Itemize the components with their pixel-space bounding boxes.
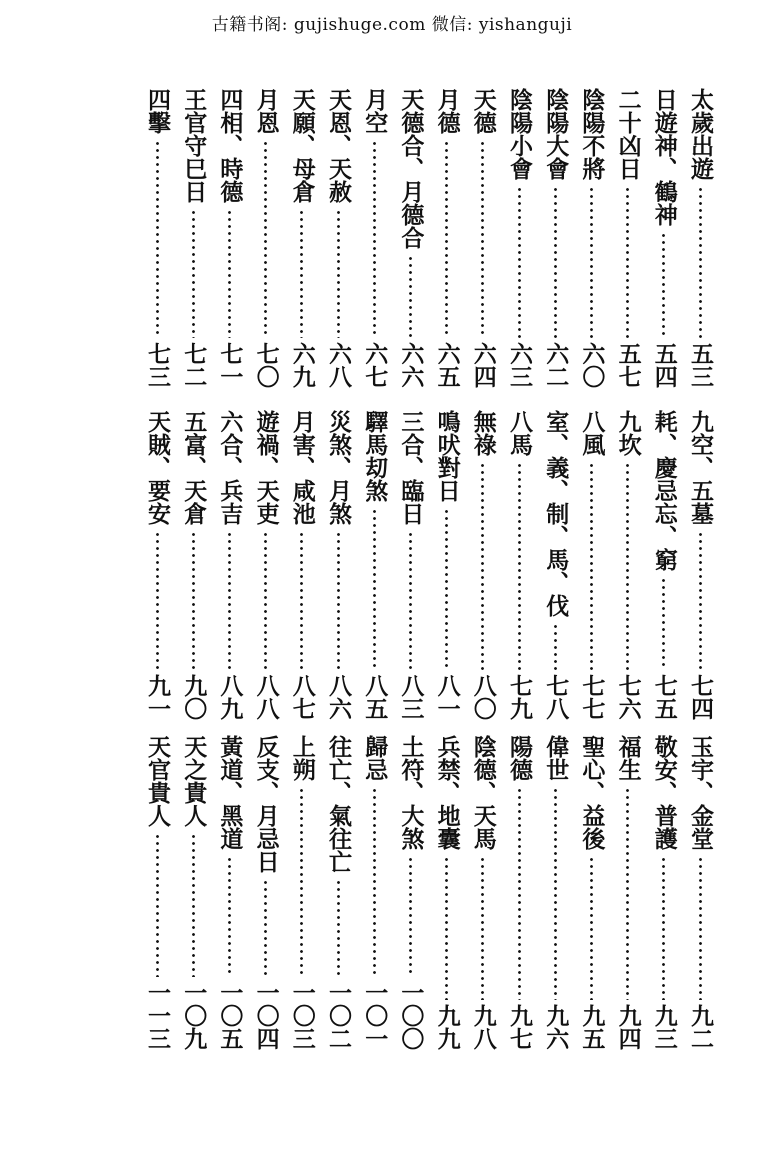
toc-entry-page: 八三 — [397, 674, 425, 720]
toc-entry — [684, 735, 716, 1050]
toc-entry-page: 一〇五 — [216, 981, 244, 1050]
toc-entry-page: 七一 — [216, 342, 244, 388]
dot-leader — [373, 508, 376, 670]
toc-entry — [503, 88, 535, 388]
toc-entry-page: 八八 — [252, 674, 280, 720]
toc-entry-page: 七七 — [578, 674, 606, 720]
toc-entry — [575, 735, 607, 1050]
toc-entry-title: 三合、臨日 — [397, 410, 425, 525]
dot-leader — [264, 531, 267, 670]
page-header: 古籍书阁: gujishuge.com 微信: yishanguji — [211, 15, 573, 35]
toc-entry-title: 四擊 — [144, 88, 171, 134]
toc-entry-page: 七三 — [144, 342, 171, 388]
toc-entry — [467, 88, 499, 388]
dot-leader — [337, 209, 340, 338]
toc-entry — [322, 88, 354, 388]
toc-entry-page: 八六 — [325, 674, 352, 720]
toc-entry-page: 一〇〇 — [397, 981, 425, 1050]
toc-entry-page: 六〇 — [578, 342, 606, 388]
toc-entry — [648, 735, 680, 1050]
toc-entry — [503, 735, 535, 1050]
toc-entry-title: 太歲出遊 — [687, 88, 714, 180]
dot-leader — [228, 209, 231, 338]
toc-entry — [612, 735, 644, 1050]
toc-entry — [431, 410, 463, 720]
toc-entry-title: 天願、母倉 — [288, 88, 316, 203]
dot-leader — [554, 623, 557, 670]
dot-leader — [662, 577, 665, 670]
toc-entry — [539, 735, 571, 1050]
dot-leader — [481, 462, 484, 670]
dot-leader — [590, 856, 593, 1000]
dot-leader — [445, 140, 448, 338]
toc-section-3 — [0, 735, 784, 1050]
toc-entry-title: 八馬 — [506, 410, 533, 456]
toc-entry — [141, 88, 173, 388]
toc-entry — [648, 410, 680, 720]
toc-entry-title: 耗、慶忌忘、窮 — [650, 410, 678, 571]
toc-entry-page: 九六 — [542, 1004, 570, 1050]
dot-leader — [481, 856, 484, 1000]
toc-entry-title: 陰德、天馬 — [469, 735, 497, 850]
toc-entry-page: 一〇二 — [325, 981, 352, 1050]
dot-leader — [626, 787, 629, 1000]
dot-leader — [300, 787, 303, 977]
toc-entry — [431, 735, 463, 1050]
toc-entry-page: 九八 — [469, 1004, 497, 1050]
toc-entry-title: 二十凶日 — [614, 88, 642, 180]
dot-leader — [264, 140, 267, 338]
dot-leader — [554, 787, 557, 1000]
dot-leader — [481, 140, 484, 338]
toc-entry-title: 天之貴人 — [180, 735, 208, 827]
toc-entry-page: 一〇一 — [361, 981, 389, 1050]
dot-leader — [300, 531, 303, 670]
dot-leader — [518, 787, 521, 1000]
toc-entry-page: 九四 — [614, 1004, 642, 1050]
dot-leader — [518, 462, 521, 670]
toc-entry-title: 日遊神、鶴神 — [650, 88, 678, 226]
toc-entry-page: 五四 — [650, 342, 678, 388]
toc-entry-title: 天德 — [469, 88, 497, 134]
toc-entry-page: 一一三 — [144, 981, 171, 1050]
toc-entry-title: 月恩 — [252, 88, 280, 134]
toc-entry-title: 無祿 — [469, 410, 497, 456]
toc-entry-page: 六九 — [288, 342, 316, 388]
toc-section-2 — [0, 410, 784, 720]
dot-leader — [699, 186, 702, 338]
toc-entry — [431, 88, 463, 388]
dot-leader — [554, 186, 557, 338]
toc-entry-title: 災煞、月煞 — [325, 410, 352, 525]
dot-leader — [156, 140, 159, 338]
dot-leader — [445, 508, 448, 670]
toc-entry — [141, 410, 173, 720]
dot-leader — [626, 462, 629, 670]
toc-entry-title: 歸忌 — [361, 735, 389, 781]
toc-entry-title: 反支、月忌日 — [252, 735, 280, 873]
dot-leader — [409, 531, 412, 670]
dot-leader — [228, 531, 231, 670]
toc-entry-page: 九二 — [687, 1004, 714, 1050]
toc-entry-title: 天恩、天赦 — [325, 88, 352, 203]
toc-entry-title: 陽德 — [506, 735, 533, 781]
dot-leader — [337, 531, 340, 670]
toc-entry-page: 八〇 — [469, 674, 497, 720]
toc-entry — [612, 410, 644, 720]
toc-entry — [141, 735, 173, 1050]
toc-entry-page: 七五 — [650, 674, 678, 720]
toc-entry-title: 上朔 — [288, 735, 316, 781]
toc-entry — [177, 735, 209, 1050]
toc-entry-title: 敬安、普護 — [650, 735, 678, 850]
toc-entry — [684, 88, 716, 388]
toc-entry-title: 六合、兵吉 — [216, 410, 244, 525]
dot-leader — [699, 531, 702, 670]
toc-entry-title: 月害、咸池 — [288, 410, 316, 525]
dot-leader — [518, 186, 521, 338]
toc-entry-title: 五富、天倉 — [180, 410, 208, 525]
toc-entry-page: 一〇四 — [252, 981, 280, 1050]
dot-leader — [373, 140, 376, 338]
dot-leader — [662, 856, 665, 1000]
toc-entry-title: 陰陽不將 — [578, 88, 606, 180]
toc-entry — [394, 410, 426, 720]
toc-entry — [394, 88, 426, 388]
toc-entry-page: 六八 — [325, 342, 352, 388]
toc-entry-page: 六七 — [361, 342, 389, 388]
toc-entry-title: 室、義、制、馬、伐 — [542, 410, 570, 617]
toc-entry-title: 王官守巳日 — [180, 88, 208, 203]
toc-entry — [503, 410, 535, 720]
toc-entry — [322, 735, 354, 1050]
dot-leader — [409, 255, 412, 338]
dot-leader — [156, 833, 159, 977]
toc-entry-title: 九空、五墓 — [687, 410, 714, 525]
toc-entry — [250, 88, 282, 388]
toc-entry — [358, 410, 390, 720]
dot-leader — [156, 531, 159, 670]
toc-entry — [358, 735, 390, 1050]
toc-entry-title: 偉世 — [542, 735, 570, 781]
toc-entry-page: 五七 — [614, 342, 642, 388]
toc-entry — [322, 410, 354, 720]
toc-entry — [612, 88, 644, 388]
toc-entry — [539, 88, 571, 388]
toc-entry-page: 一〇九 — [180, 981, 208, 1050]
dot-leader — [300, 209, 303, 338]
toc-section-1 — [0, 88, 784, 388]
dot-leader — [373, 787, 376, 977]
dot-leader — [699, 856, 702, 1000]
dot-leader — [264, 879, 267, 977]
toc-entry — [213, 410, 245, 720]
toc-entry-page: 六三 — [506, 342, 533, 388]
dot-leader — [590, 462, 593, 670]
toc-entry-page: 六四 — [469, 342, 497, 388]
toc-entry — [358, 88, 390, 388]
toc-entry — [684, 410, 716, 720]
toc-entry — [467, 410, 499, 720]
toc-entry — [177, 88, 209, 388]
toc-entry — [177, 410, 209, 720]
toc-entry — [575, 88, 607, 388]
toc-entry — [539, 410, 571, 720]
toc-entry-page: 七六 — [614, 674, 642, 720]
toc-entry-title: 九坎 — [614, 410, 642, 456]
dot-leader — [409, 856, 412, 977]
toc-entry-title: 福生 — [614, 735, 642, 781]
dot-leader — [192, 531, 195, 670]
toc-entry-page: 八七 — [288, 674, 316, 720]
toc-entry-title: 天德合、月德合 — [397, 88, 425, 249]
toc-entry-page: 七九 — [506, 674, 533, 720]
toc-entry-title: 天官貴人 — [144, 735, 171, 827]
toc-entry — [394, 735, 426, 1050]
toc-entry-page: 九九 — [433, 1004, 461, 1050]
toc-entry-title: 遊禍、天吏 — [252, 410, 280, 525]
dot-leader — [337, 879, 340, 977]
toc-entry — [286, 410, 318, 720]
dot-leader — [228, 856, 231, 977]
toc-entry-title: 八風 — [578, 410, 606, 456]
toc-entry — [213, 88, 245, 388]
toc-entry-page: 九〇 — [180, 674, 208, 720]
toc-entry-page: 五三 — [687, 342, 714, 388]
toc-entry — [286, 735, 318, 1050]
toc-entry-page: 六二 — [542, 342, 570, 388]
toc-entry-title: 黃道、黑道 — [216, 735, 244, 850]
toc-entry-title: 月空 — [361, 88, 389, 134]
toc-entry-page: 九七 — [506, 1004, 533, 1050]
toc-entry-title: 兵禁、地囊 — [433, 735, 461, 850]
toc-entry-page: 九三 — [650, 1004, 678, 1050]
dot-leader — [192, 209, 195, 338]
toc-entry-title: 鳴吠對日 — [433, 410, 461, 502]
toc-entry-title: 土符、大煞 — [397, 735, 425, 850]
toc-entry-page: 七〇 — [252, 342, 280, 388]
toc-entry — [250, 410, 282, 720]
toc-entry-page: 六六 — [397, 342, 425, 388]
toc-entry-page: 八九 — [216, 674, 244, 720]
dot-leader — [626, 186, 629, 338]
toc-entry-title: 陰陽大會 — [542, 88, 570, 180]
toc-entry — [467, 735, 499, 1050]
toc-entry — [250, 735, 282, 1050]
toc-entry-page: 六五 — [433, 342, 461, 388]
toc-entry-title: 聖心、益後 — [578, 735, 606, 850]
toc-entry-title: 往亡、氣往亡 — [325, 735, 352, 873]
dot-leader — [192, 833, 195, 977]
toc-entry-title: 月德 — [433, 88, 461, 134]
toc-entry-page: 九一 — [144, 674, 171, 720]
toc-entry-page: 八一 — [433, 674, 461, 720]
toc-entry-page: 七二 — [180, 342, 208, 388]
dot-leader — [445, 856, 448, 1000]
toc-entry-title: 驛馬刧煞 — [361, 410, 389, 502]
dot-leader — [590, 186, 593, 338]
toc-entry — [286, 88, 318, 388]
toc-entry-page: 八五 — [361, 674, 389, 720]
toc-entry-title: 四相、時德 — [216, 88, 244, 203]
toc-entry-page: 七八 — [542, 674, 570, 720]
toc-entry-title: 天賊、要安 — [144, 410, 171, 525]
toc-entry-title: 陰陽小會 — [506, 88, 533, 180]
toc-entry — [213, 735, 245, 1050]
toc-entry — [575, 410, 607, 720]
toc-entry — [648, 88, 680, 388]
toc-entry-page: 七四 — [687, 674, 714, 720]
toc-entry-page: 一〇三 — [288, 981, 316, 1050]
toc-entry-title: 玉宇、金堂 — [687, 735, 714, 850]
toc-entry-page: 九五 — [578, 1004, 606, 1050]
dot-leader — [662, 232, 665, 338]
